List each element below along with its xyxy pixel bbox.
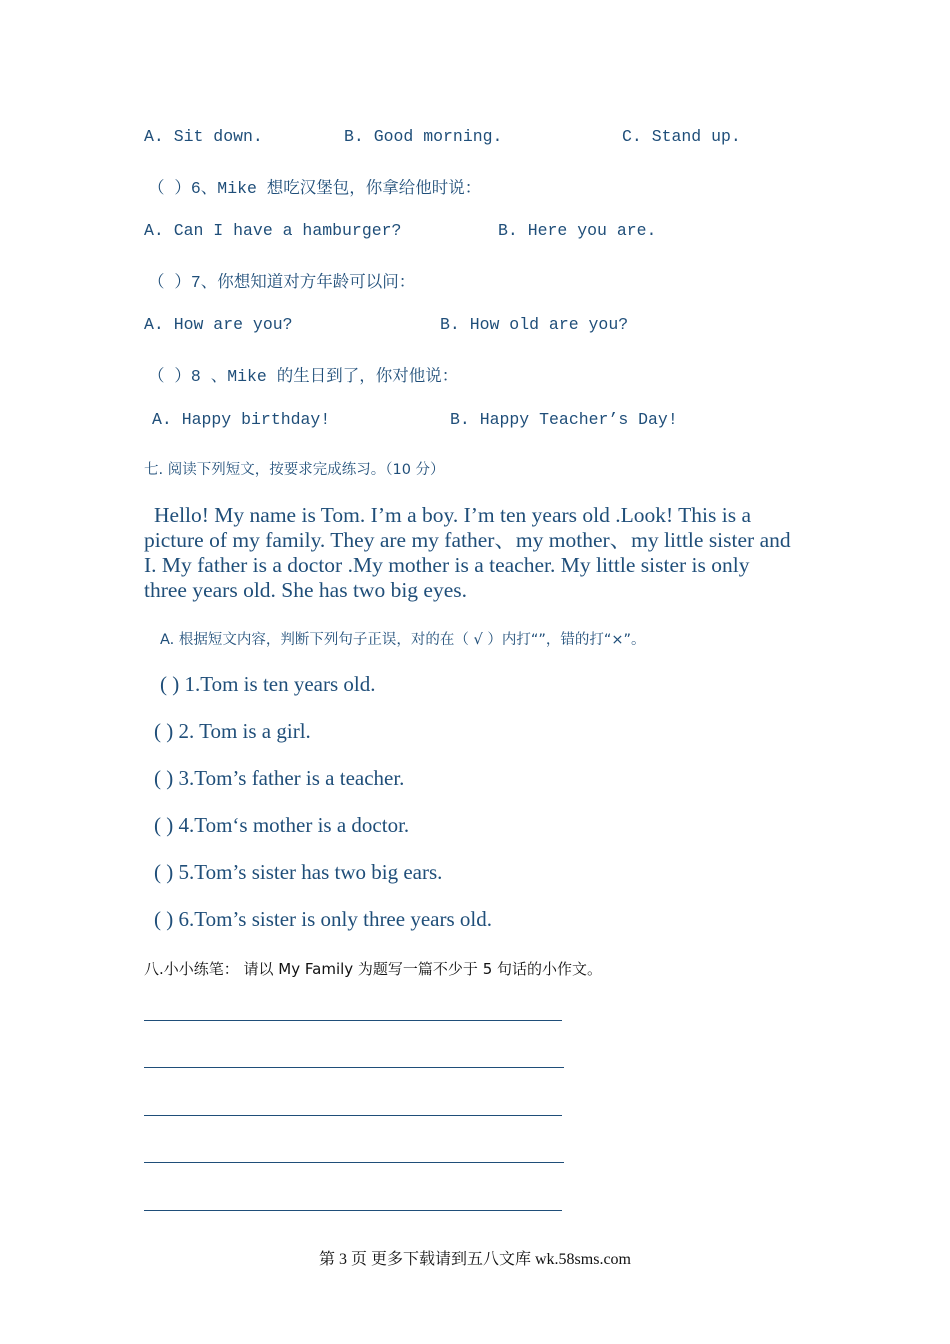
writing-line[interactable] bbox=[144, 1020, 562, 1021]
page-footer: 第 3 页 更多下载请到五八文库 wk.58sms.com bbox=[318, 1251, 631, 1268]
writing-line[interactable] bbox=[144, 1115, 562, 1116]
writing-line[interactable] bbox=[144, 1210, 562, 1211]
q8-prompt: （ ）8 、Mike 的生日到了，你对他说： bbox=[148, 367, 459, 386]
q6-option-a: A. Can I have a hamburger? bbox=[144, 221, 402, 240]
q7-option-b: B. How old are you? bbox=[440, 315, 629, 334]
q5-option-a: A. Sit down. bbox=[144, 127, 263, 146]
reading-passage: Hello! My name is Tom. I’m a boy. I’m ten years old .Look! This is a picture of my family. They are my father、my mother、my little sister and I. My father is a doctor .My mother is a teacher. My little sister is only three years old. She has two big eyes. bbox=[144, 503, 791, 602]
section8-heading: 八.小小练笔： 请以 My Family 为题写一篇不少于 5 句话的小作文。 bbox=[144, 960, 603, 978]
q5-option-b: B. Good morning. bbox=[344, 127, 503, 146]
true-false-item-2: ( ) 2. Tom is a girl. bbox=[154, 719, 311, 743]
q5-option-c: C. Stand up. bbox=[622, 127, 741, 146]
writing-line[interactable] bbox=[144, 1162, 564, 1163]
judgement-instruction: A. 根据短文内容，判断下列句子正误，对的在（ √ ）内打“”，错的打“×”。 bbox=[160, 632, 646, 648]
q8-option-b: B. Happy Teacher’s Day! bbox=[450, 410, 678, 429]
true-false-item-6: ( ) 6.Tom’s sister is only three years old. bbox=[154, 907, 492, 931]
true-false-item-4: ( ) 4.Tom‘s mother is a doctor. bbox=[154, 813, 410, 837]
q8-option-a: A. Happy birthday! bbox=[152, 410, 331, 429]
q6-prompt: （ ）6、Mike 想吃汉堡包，你拿给他时说： bbox=[148, 179, 482, 198]
q6-option-b: B. Here you are. bbox=[498, 221, 657, 240]
writing-line[interactable] bbox=[144, 1067, 564, 1068]
q7-option-a: A. How are you? bbox=[144, 315, 293, 334]
true-false-item-3: ( ) 3.Tom’s father is a teacher. bbox=[154, 766, 405, 790]
q7-prompt: （ ）7、你想知道对方年龄可以问： bbox=[148, 273, 416, 292]
section7-heading: 七. 阅读下列短文，按要求完成练习。（10 分） bbox=[144, 462, 445, 478]
true-false-item-5: ( ) 5.Tom’s sister has two big ears. bbox=[154, 860, 443, 884]
true-false-item-1: ( ) 1.Tom is ten years old. bbox=[160, 672, 376, 696]
